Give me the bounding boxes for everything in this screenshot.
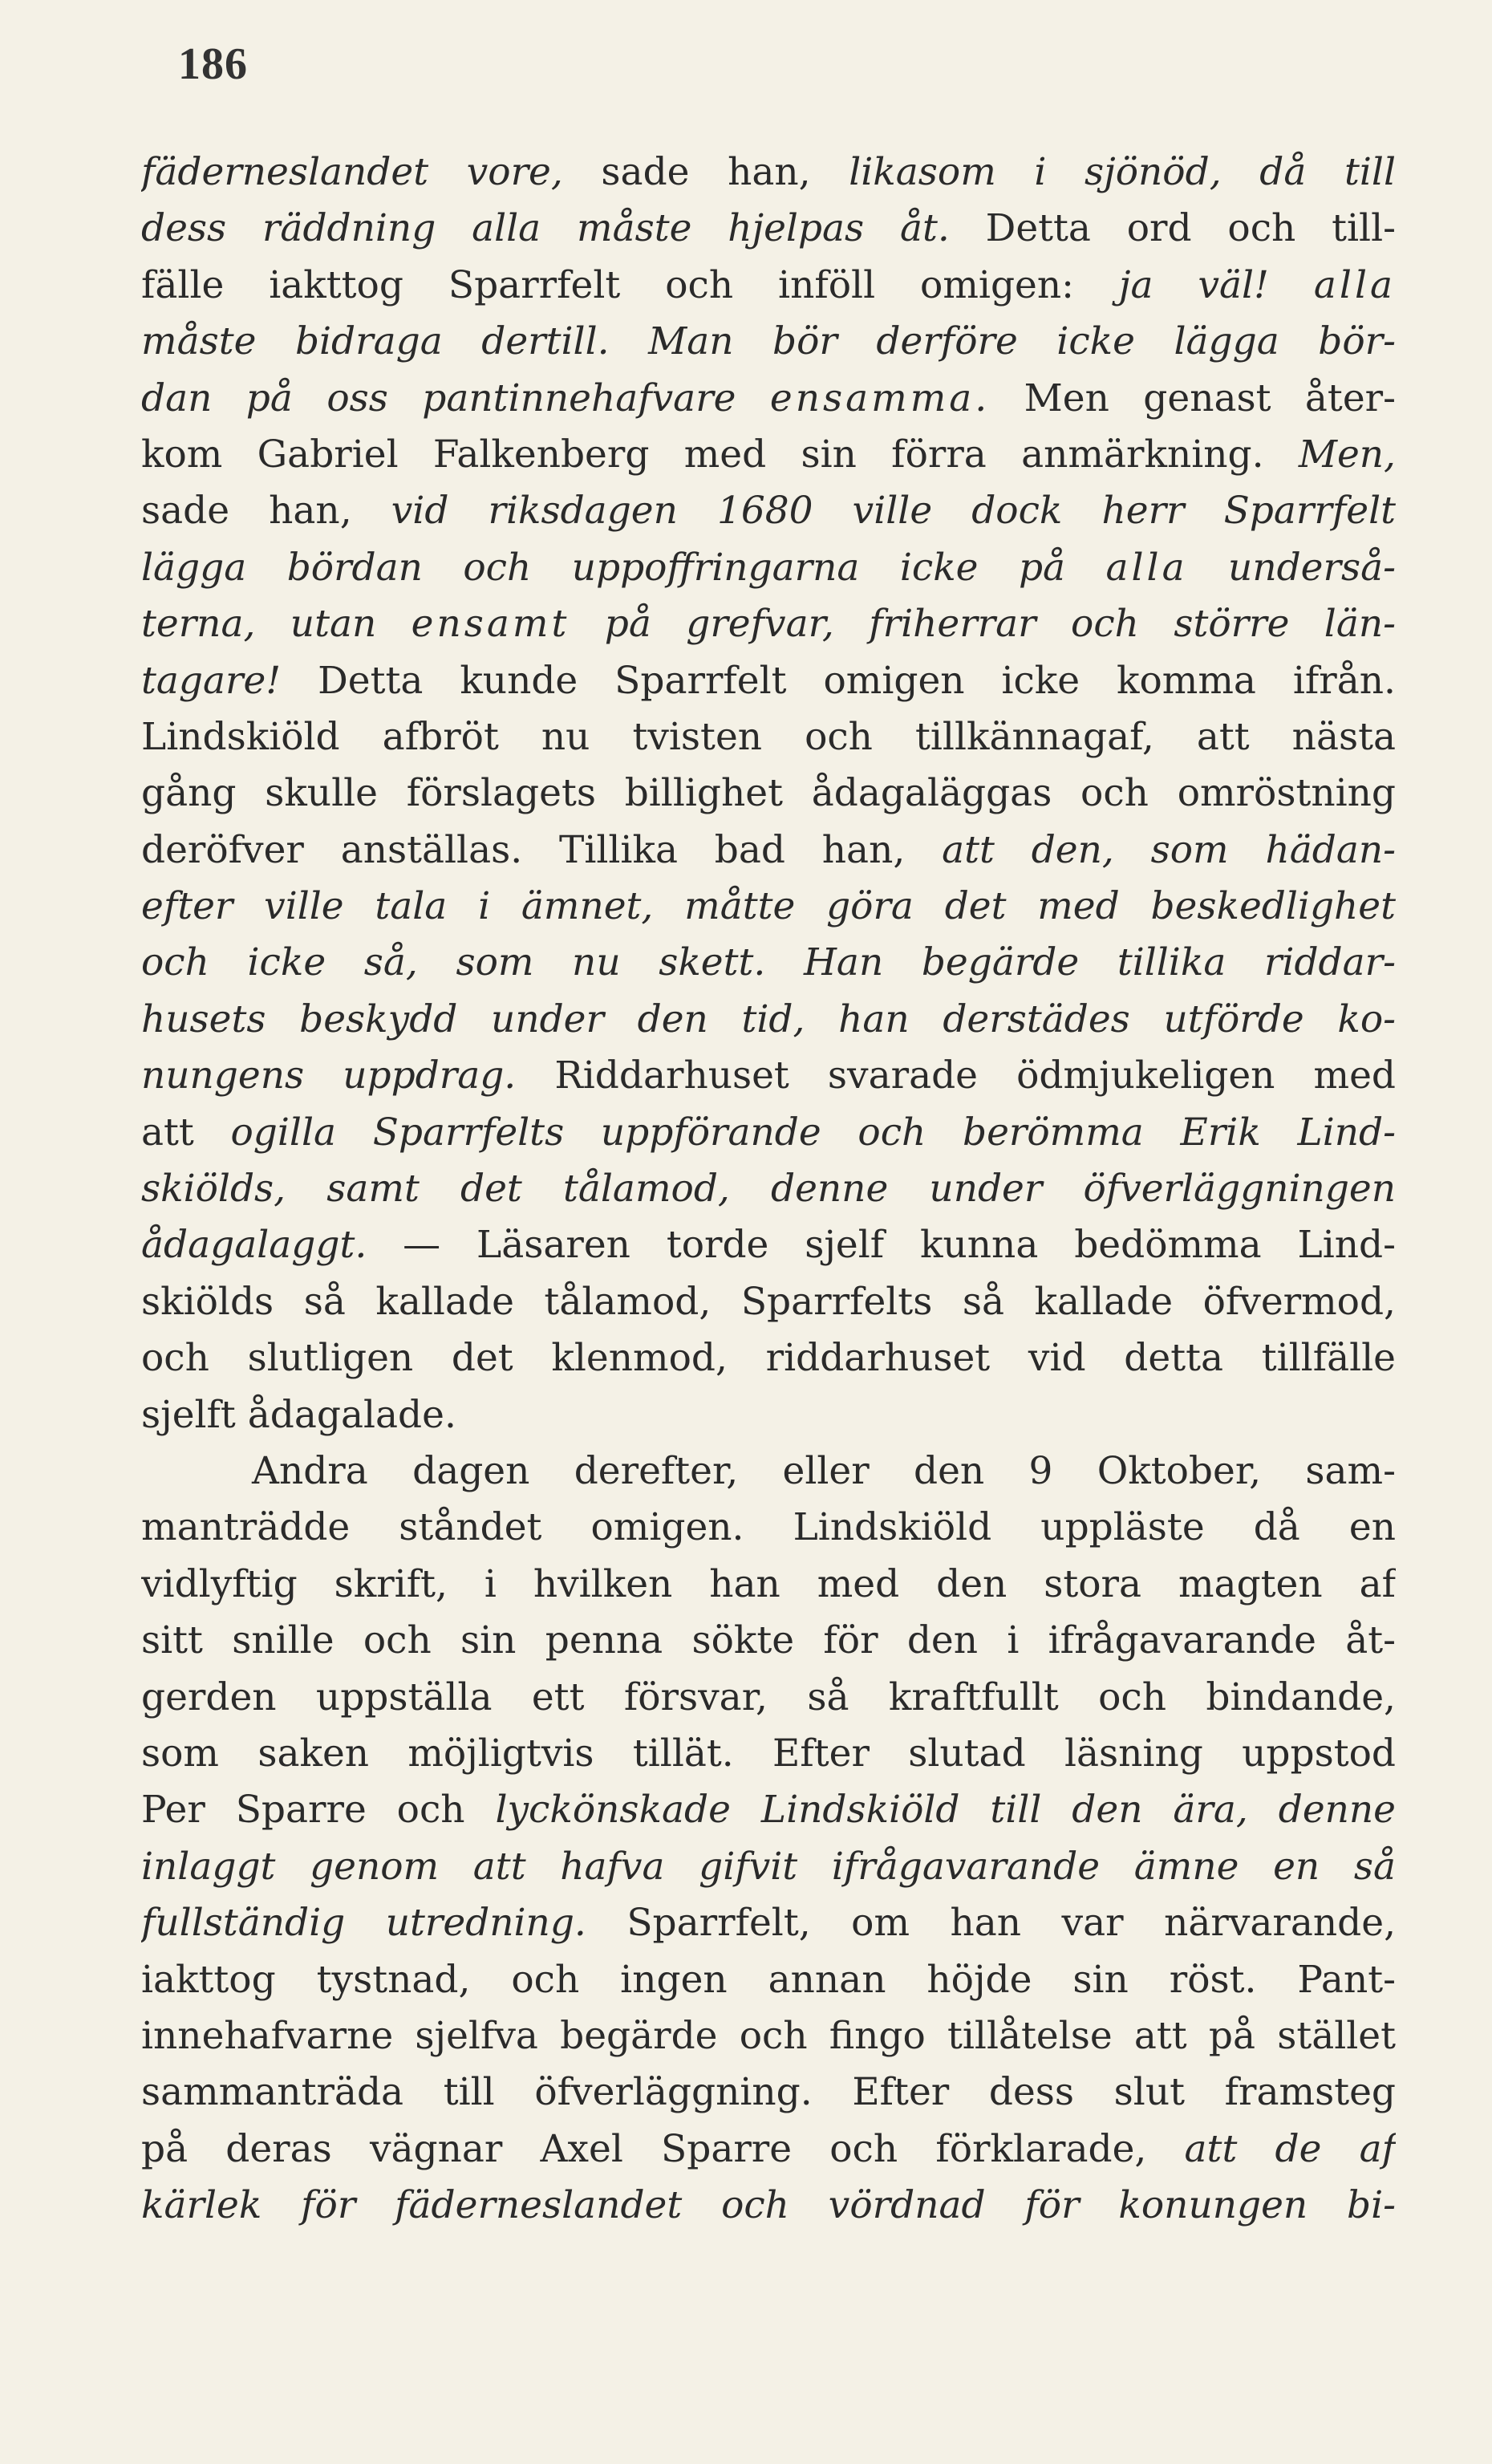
- text-line: [141, 1105, 1396, 1161]
- text: Detta ord och till-: [949, 206, 1396, 251]
- italic-text: kärlek för fäderneslandet och vördnad för konungen bi-: [141, 2183, 1396, 2228]
- text-line: [141, 709, 1396, 765]
- text-line: [141, 1839, 1396, 1895]
- italic-text: likasom i sjönöd, då till: [849, 150, 1396, 194]
- italic-text: Men,: [1298, 432, 1396, 477]
- italic-text: underså-: [1187, 545, 1396, 590]
- text-line: [141, 879, 1396, 935]
- italic-text: vid riksdagen 1680 ville dock herr Sparrfelt: [391, 489, 1396, 534]
- italic-text: inlaggt genom att hafva gifvit ifrågavarande ämne en så: [141, 1844, 1396, 1889]
- text-line: [141, 1330, 1396, 1386]
- italic-text: och icke så, som nu skett. Han begärde tillika riddar-: [141, 940, 1396, 985]
- text: Andra dagen derefter, eller den 9 Oktober, sam-: [252, 1448, 1396, 1493]
- text: att: [141, 1110, 231, 1155]
- italic-text: ensamma.: [769, 375, 991, 420]
- italic-text: lyckönskade Lindskiöld till den ära, denne: [495, 1788, 1396, 1833]
- text-line: [141, 653, 1396, 709]
- italic-text: att de af: [1184, 2126, 1396, 2171]
- italic-text: nungens uppdrag.: [141, 1053, 517, 1098]
- italic-text: tagare!: [141, 658, 282, 703]
- italic-text: husets beskydd under den tid, han derstädes utförde ko-: [141, 997, 1396, 1041]
- text-line: [141, 1500, 1396, 1556]
- text: sade han,: [141, 489, 391, 534]
- italic-text: att den, som hädan-: [942, 827, 1396, 872]
- text: sjelft ådagalade.: [141, 1392, 456, 1437]
- text: Sparrfelt, om han var närvarande,: [586, 1901, 1396, 1946]
- text-line: [141, 1443, 1396, 1500]
- text-line: [141, 2064, 1396, 2121]
- text: vidlyftig skrift, i hvilken han med den stora magten af: [141, 1561, 1396, 1606]
- text: Men genast åter-: [990, 375, 1396, 420]
- body-text: [141, 144, 1396, 2234]
- italic-text: alla: [1313, 262, 1396, 307]
- text: Riddarhuset svarade ödmjukeligen med: [516, 1053, 1396, 1098]
- text-line: [141, 2178, 1396, 2234]
- text-line: [141, 822, 1396, 879]
- text: Detta kunde Sparrfelt omigen icke komma ifrån.: [281, 658, 1396, 703]
- text: gerden uppställa ett försvar, så kraftfullt och bindande,: [141, 1674, 1396, 1719]
- text: sitt snille och sin penna sökte för den i ifrågavarande åt-: [141, 1618, 1396, 1663]
- text-line: [141, 935, 1396, 991]
- text-line: [141, 2008, 1396, 2064]
- text-line: [141, 1557, 1396, 1613]
- italic-text: på grefvar, friherrar och större län-: [570, 602, 1396, 647]
- text-line: [141, 2121, 1396, 2178]
- text: sammanträda till öfverläggning. Efter dess slut framsteg: [141, 2070, 1396, 2115]
- text-line: [141, 1952, 1396, 2008]
- text-line: [141, 427, 1396, 483]
- text-line: [141, 483, 1396, 539]
- text: kom Gabriel Falkenberg med sin förra anmärkning.: [141, 432, 1299, 477]
- text: innehafvarne sjelfva begärde och fingo tillåtelse att på stället: [141, 2013, 1396, 2058]
- text-line: [141, 992, 1396, 1048]
- italic-text: måste bidraga dertill. Man bör derföre icke lägga bör-: [141, 319, 1396, 364]
- text-line: [141, 1670, 1396, 1726]
- text-line: [141, 765, 1396, 822]
- text-line: [141, 258, 1396, 314]
- text-line: [141, 1782, 1396, 1838]
- text: som saken möjligtvis tillät. Efter slutad läsning uppstod: [141, 1731, 1396, 1776]
- text: sade han,: [601, 150, 849, 194]
- text-line: [141, 144, 1396, 201]
- text-line: [141, 1274, 1396, 1330]
- text-line: [141, 1048, 1396, 1104]
- italic-text: ensamt: [411, 602, 570, 647]
- text-line: [141, 371, 1396, 427]
- italic-text: fullständig utredning.: [141, 1901, 586, 1946]
- text-line: [141, 201, 1396, 257]
- italic-text: ogilla Sparrfelts uppförande och berömma Erik Lind-: [230, 1110, 1396, 1155]
- italic-text: terna, utan: [141, 602, 412, 647]
- italic-text: lägga bördan och uppoffringarna icke på: [141, 545, 1106, 590]
- text: på deras vägnar Axel Sparre och förklarade,: [141, 2126, 1185, 2171]
- italic-text: ja väl!: [1118, 262, 1314, 307]
- text: gång skulle förslagets billighet ådagaläggas och omröstning: [141, 771, 1396, 816]
- text-line: [141, 1161, 1396, 1217]
- text: Lindskiöld afbröt nu tvisten och tillkännagaf, att nästa: [141, 714, 1396, 759]
- text: iakttog tystnad, och ingen annan höjde sin röst. Pant-: [141, 1957, 1396, 2002]
- text: och slutligen det klenmod, riddarhuset vid detta tillfälle: [141, 1336, 1396, 1381]
- italic-text: ådagalaggt.: [141, 1223, 367, 1268]
- text-line: [141, 1895, 1396, 1951]
- page-number: 186: [178, 39, 248, 89]
- text-line: [141, 540, 1396, 596]
- text: manträdde ståndet omigen. Lindskiöld uppläste då en: [141, 1505, 1396, 1550]
- text: — Läsaren torde sjelf kunna bedömma Lind-: [367, 1223, 1396, 1268]
- text: Per Sparre och: [141, 1788, 496, 1833]
- text: fälle iakttog Sparrfelt och inföll omigen:: [141, 262, 1119, 307]
- text: skiölds så kallade tålamod, Sparrfelts så kallade öfvermod,: [141, 1279, 1396, 1324]
- italic-text: alla: [1105, 545, 1188, 590]
- text-line: [141, 314, 1396, 370]
- text-line: [141, 596, 1396, 652]
- text-line: [141, 1613, 1396, 1669]
- text-line: [141, 1387, 1396, 1443]
- italic-text: efter ville tala i ämnet, måtte göra det med beskedlighet: [141, 884, 1396, 929]
- italic-text: fäderneslandet vore,: [141, 150, 602, 194]
- italic-text: dess räddning alla måste hjelpas åt.: [141, 206, 950, 251]
- italic-text: dan på oss pantinnehafvare: [141, 375, 770, 420]
- text-line: [141, 1726, 1396, 1782]
- italic-text: skiölds, samt det tålamod, denne under öfverläggningen: [141, 1167, 1396, 1212]
- text-line: [141, 1217, 1396, 1273]
- text: deröfver anställas. Tillika bad han,: [141, 827, 943, 872]
